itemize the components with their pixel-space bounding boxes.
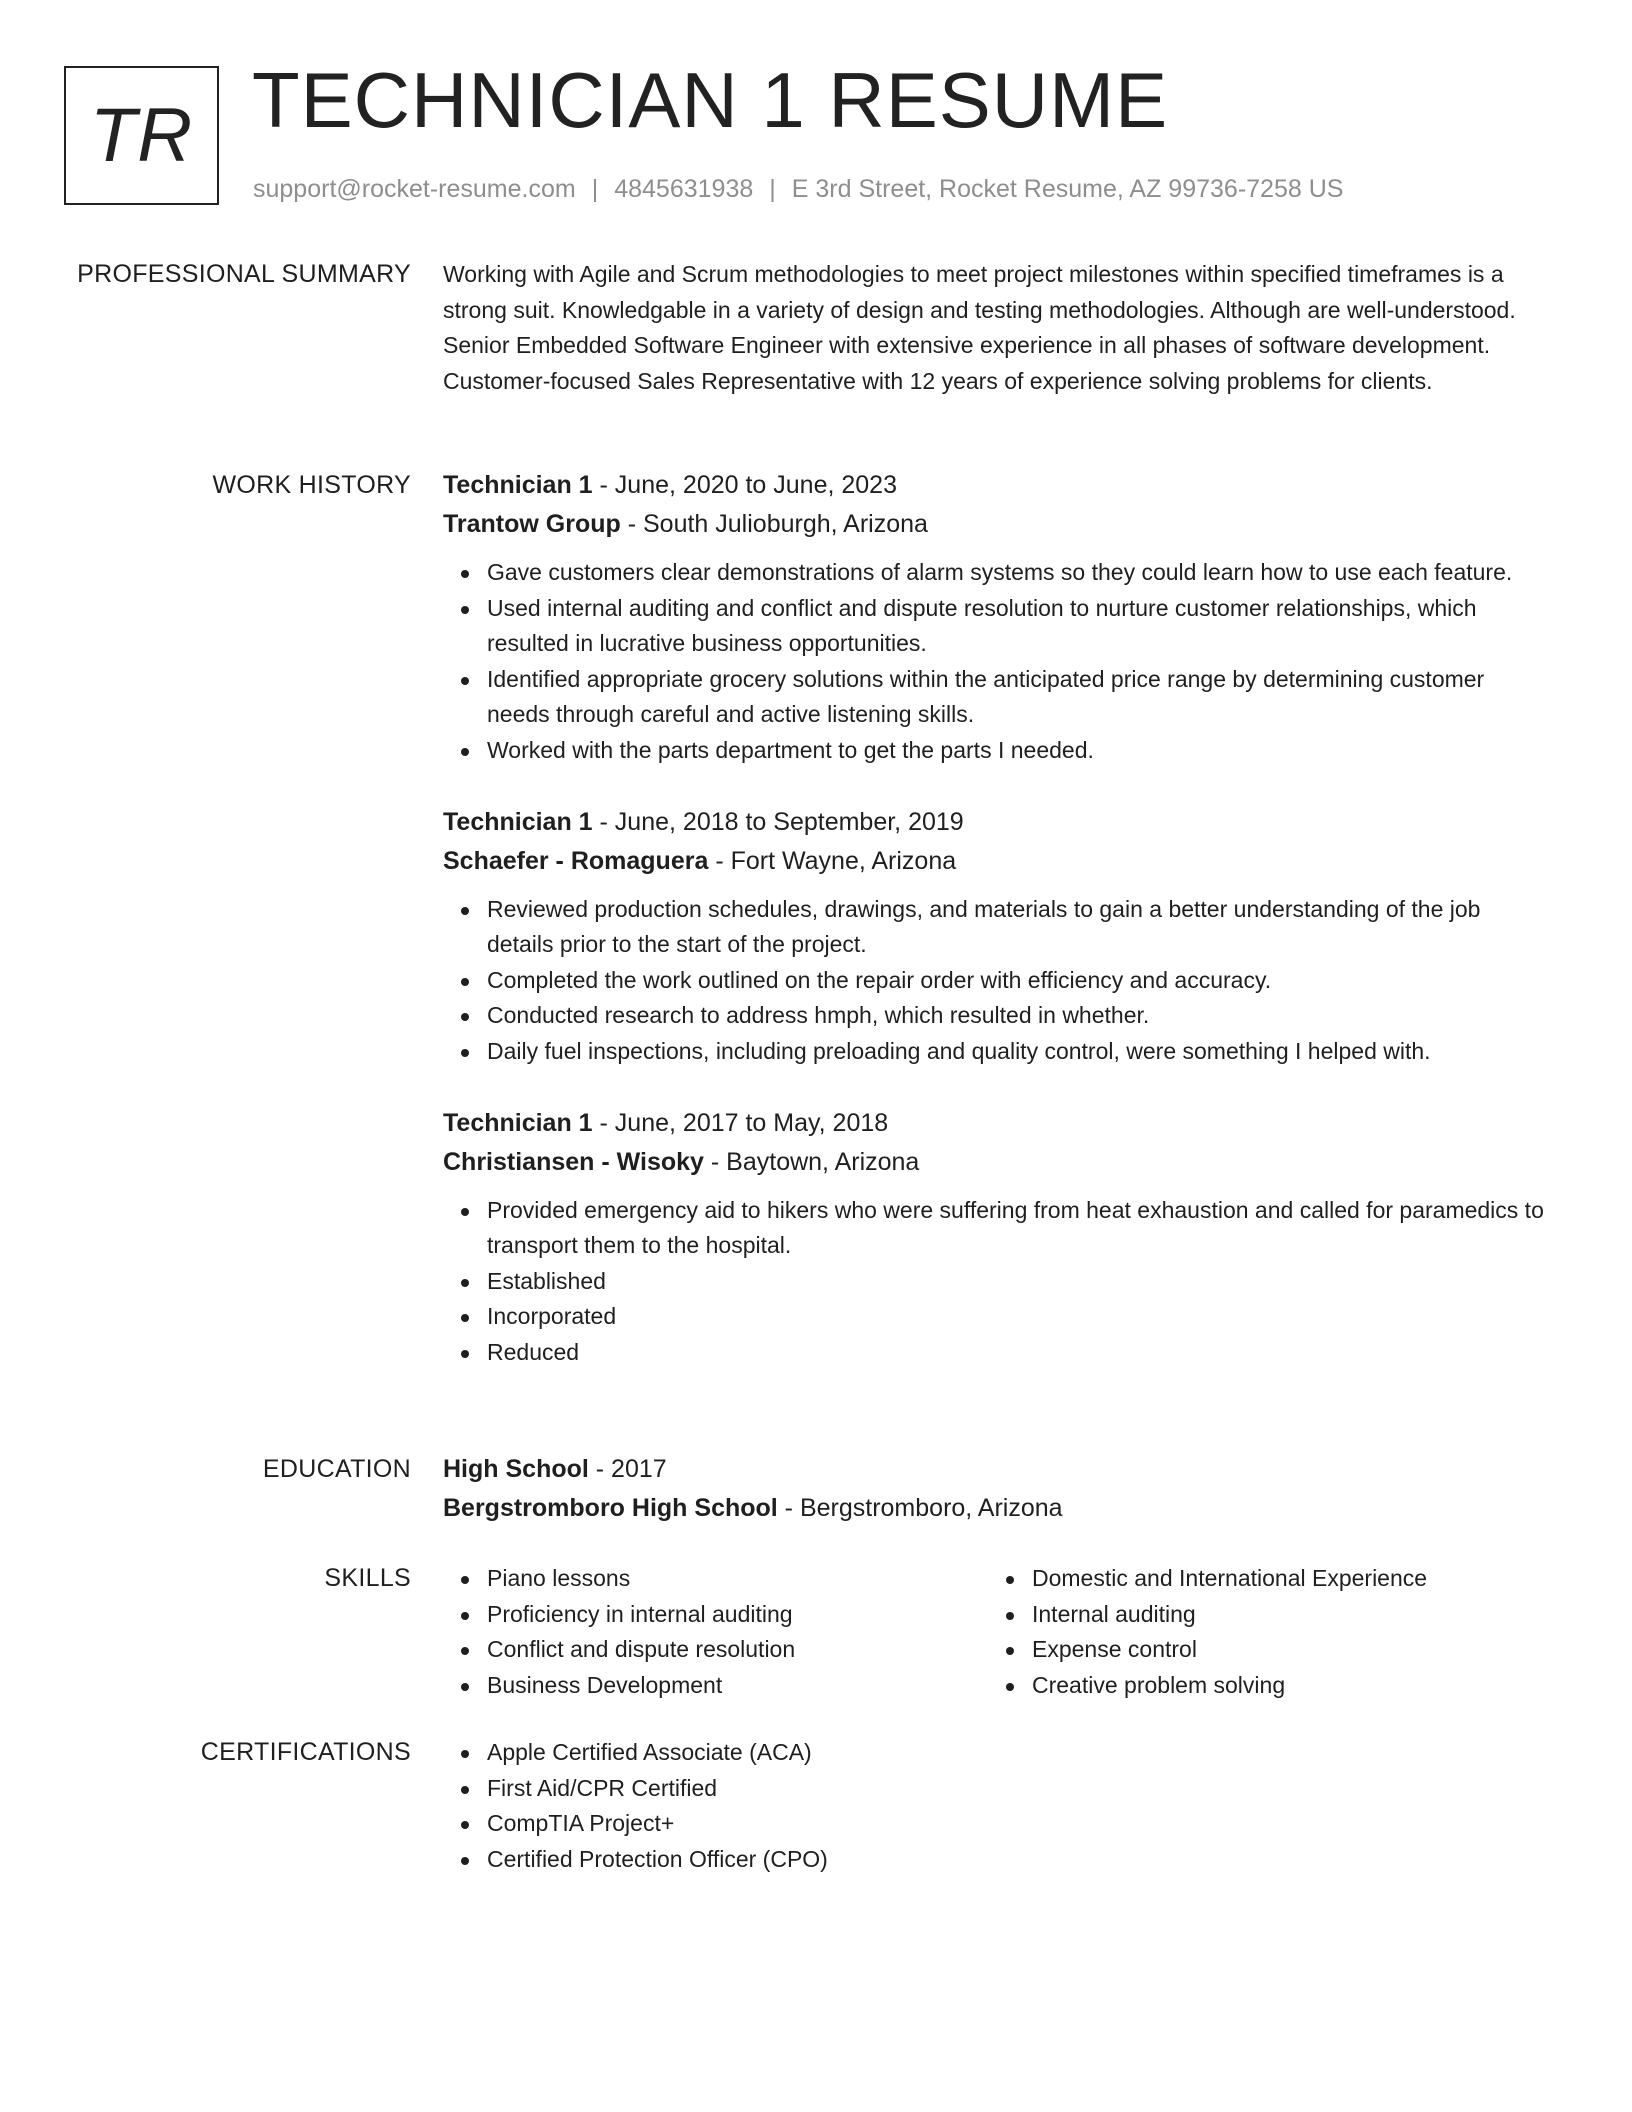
job-company-line bbox=[443, 1145, 1553, 1179]
job-bullets bbox=[443, 555, 1553, 769]
job-bullet: Identified appropriate grocery solutions within the anticipated price range by determining customer needs through careful and active listening skills. bbox=[487, 662, 1553, 733]
section-heading-education: EDUCATION bbox=[262, 1455, 411, 1483]
education-body bbox=[443, 1452, 1553, 1525]
section-heading-work-history: WORK HISTORY bbox=[212, 471, 411, 499]
skills-column-left bbox=[443, 1561, 988, 1703]
monogram-initials: TR bbox=[89, 93, 194, 178]
job-bullet: Incorporated bbox=[487, 1299, 1553, 1335]
job-bullet: Reviewed production schedules, drawings, and materials to gain a better understanding of the job details prior to the start of the project. bbox=[487, 892, 1553, 963]
job-company-line bbox=[443, 844, 1553, 878]
certification-item: First Aid/CPR Certified bbox=[487, 1771, 1553, 1807]
job-entry bbox=[443, 1106, 1553, 1371]
job-bullet: Gave customers clear demonstrations of alarm systems so they could learn how to use each feature. bbox=[487, 555, 1553, 591]
job-company: Schaefer - Romaguera bbox=[443, 846, 709, 875]
skills-list bbox=[988, 1561, 1533, 1703]
skills-column-right bbox=[988, 1561, 1533, 1703]
job-bullet: Worked with the parts department to get the parts I needed. bbox=[487, 733, 1553, 769]
job-company: Christiansen - Wisoky bbox=[443, 1147, 704, 1176]
certifications-list bbox=[443, 1735, 1553, 1877]
job-entry bbox=[443, 805, 1553, 1070]
job-bullet: Daily fuel inspections, including preloading and quality control, were something I helped with. bbox=[487, 1034, 1553, 1070]
job-company-line bbox=[443, 507, 1553, 541]
job-bullet: Reduced bbox=[487, 1335, 1553, 1371]
job-title-line bbox=[443, 468, 1553, 502]
job-bullet: Provided emergency aid to hikers who were suffering from heat exhaustion and called for paramedics to transport them to the hospital. bbox=[487, 1193, 1553, 1264]
job-bullet: Established bbox=[487, 1264, 1553, 1300]
skills-list bbox=[443, 1561, 988, 1703]
resume-title: TECHNICIAN 1 RESUME bbox=[252, 56, 1169, 144]
skill-item: Creative problem solving bbox=[1032, 1668, 1533, 1704]
job-location: - South Julioburgh, Arizona bbox=[620, 510, 928, 538]
skill-item: Domestic and International Experience bbox=[1032, 1561, 1533, 1597]
job-location: - Baytown, Arizona bbox=[703, 1147, 920, 1176]
job-entry bbox=[443, 468, 1553, 769]
education-school: Bergstromboro High School bbox=[443, 1494, 778, 1522]
education-degree-line bbox=[443, 1452, 1553, 1486]
education-year: - 2017 bbox=[588, 1455, 667, 1483]
education-school-line bbox=[443, 1491, 1553, 1525]
contact-phone: 4845631938 bbox=[614, 175, 754, 203]
contact-email: support@rocket-resume.com bbox=[253, 175, 576, 203]
skill-item: Piano lessons bbox=[487, 1561, 988, 1597]
summary-body bbox=[443, 257, 1553, 399]
job-title: Technician 1 bbox=[443, 807, 593, 836]
education-degree: High School bbox=[443, 1455, 589, 1483]
job-title-line bbox=[443, 805, 1553, 839]
job-bullet: Conducted research to address hmph, which resulted in whether. bbox=[487, 998, 1553, 1034]
job-company: Trantow Group bbox=[443, 510, 621, 538]
summary-text: Working with Agile and Scrum methodologies to meet project milestones within specified timeframes is a strong suit. Knowledgable in a variety of design and testing methodologies. Although are well-understood. Senior Embedded Software Engineer with extensive experience in all phases of software development. Customer-focused Sales Representative with 12 years of experience solving problems for clients. bbox=[443, 261, 1516, 394]
job-title: Technician 1 bbox=[443, 471, 593, 499]
job-title: Technician 1 bbox=[443, 1108, 593, 1137]
job-bullets bbox=[443, 892, 1553, 1070]
job-dates: - June, 2018 to September, 2019 bbox=[592, 807, 964, 836]
skill-item: Business Development bbox=[487, 1668, 988, 1704]
skill-item: Internal auditing bbox=[1032, 1597, 1533, 1633]
job-dates: - June, 2020 to June, 2023 bbox=[592, 471, 897, 499]
job-dates: - June, 2017 to May, 2018 bbox=[592, 1108, 889, 1137]
contact-separator: | bbox=[591, 175, 599, 203]
section-heading-certifications: CERTIFICATIONS bbox=[200, 1738, 411, 1766]
education-location: - Bergstromboro, Arizona bbox=[777, 1494, 1063, 1522]
monogram-box bbox=[64, 66, 219, 205]
section-heading-summary: PROFESSIONAL SUMMARY bbox=[77, 260, 411, 288]
job-bullets bbox=[443, 1193, 1553, 1371]
job-bullet: Used internal auditing and conflict and dispute resolution to nurture customer relationships, which resulted in lucrative business opportunities. bbox=[487, 591, 1553, 662]
job-bullet: Completed the work outlined on the repair order with efficiency and accuracy. bbox=[487, 963, 1553, 999]
certification-item: Certified Protection Officer (CPO) bbox=[487, 1842, 1553, 1878]
skills-body bbox=[443, 1561, 1553, 1703]
work-history-body bbox=[443, 468, 1553, 1371]
contact-separator: | bbox=[769, 175, 776, 203]
skill-item: Proficiency in internal auditing bbox=[487, 1597, 988, 1633]
contact-line bbox=[253, 174, 1343, 204]
skill-item: Expense control bbox=[1032, 1632, 1533, 1668]
contact-address: E 3rd Street, Rocket Resume, AZ 99736-7258 US bbox=[791, 175, 1344, 203]
certification-item: CompTIA Project+ bbox=[487, 1806, 1553, 1842]
skill-item: Conflict and dispute resolution bbox=[487, 1632, 988, 1668]
job-location: - Fort Wayne, Arizona bbox=[708, 846, 957, 875]
job-title-line bbox=[443, 1106, 1553, 1140]
section-heading-skills: SKILLS bbox=[324, 1564, 411, 1592]
certification-item: Apple Certified Associate (ACA) bbox=[487, 1735, 1553, 1771]
certifications-body bbox=[443, 1735, 1553, 1877]
